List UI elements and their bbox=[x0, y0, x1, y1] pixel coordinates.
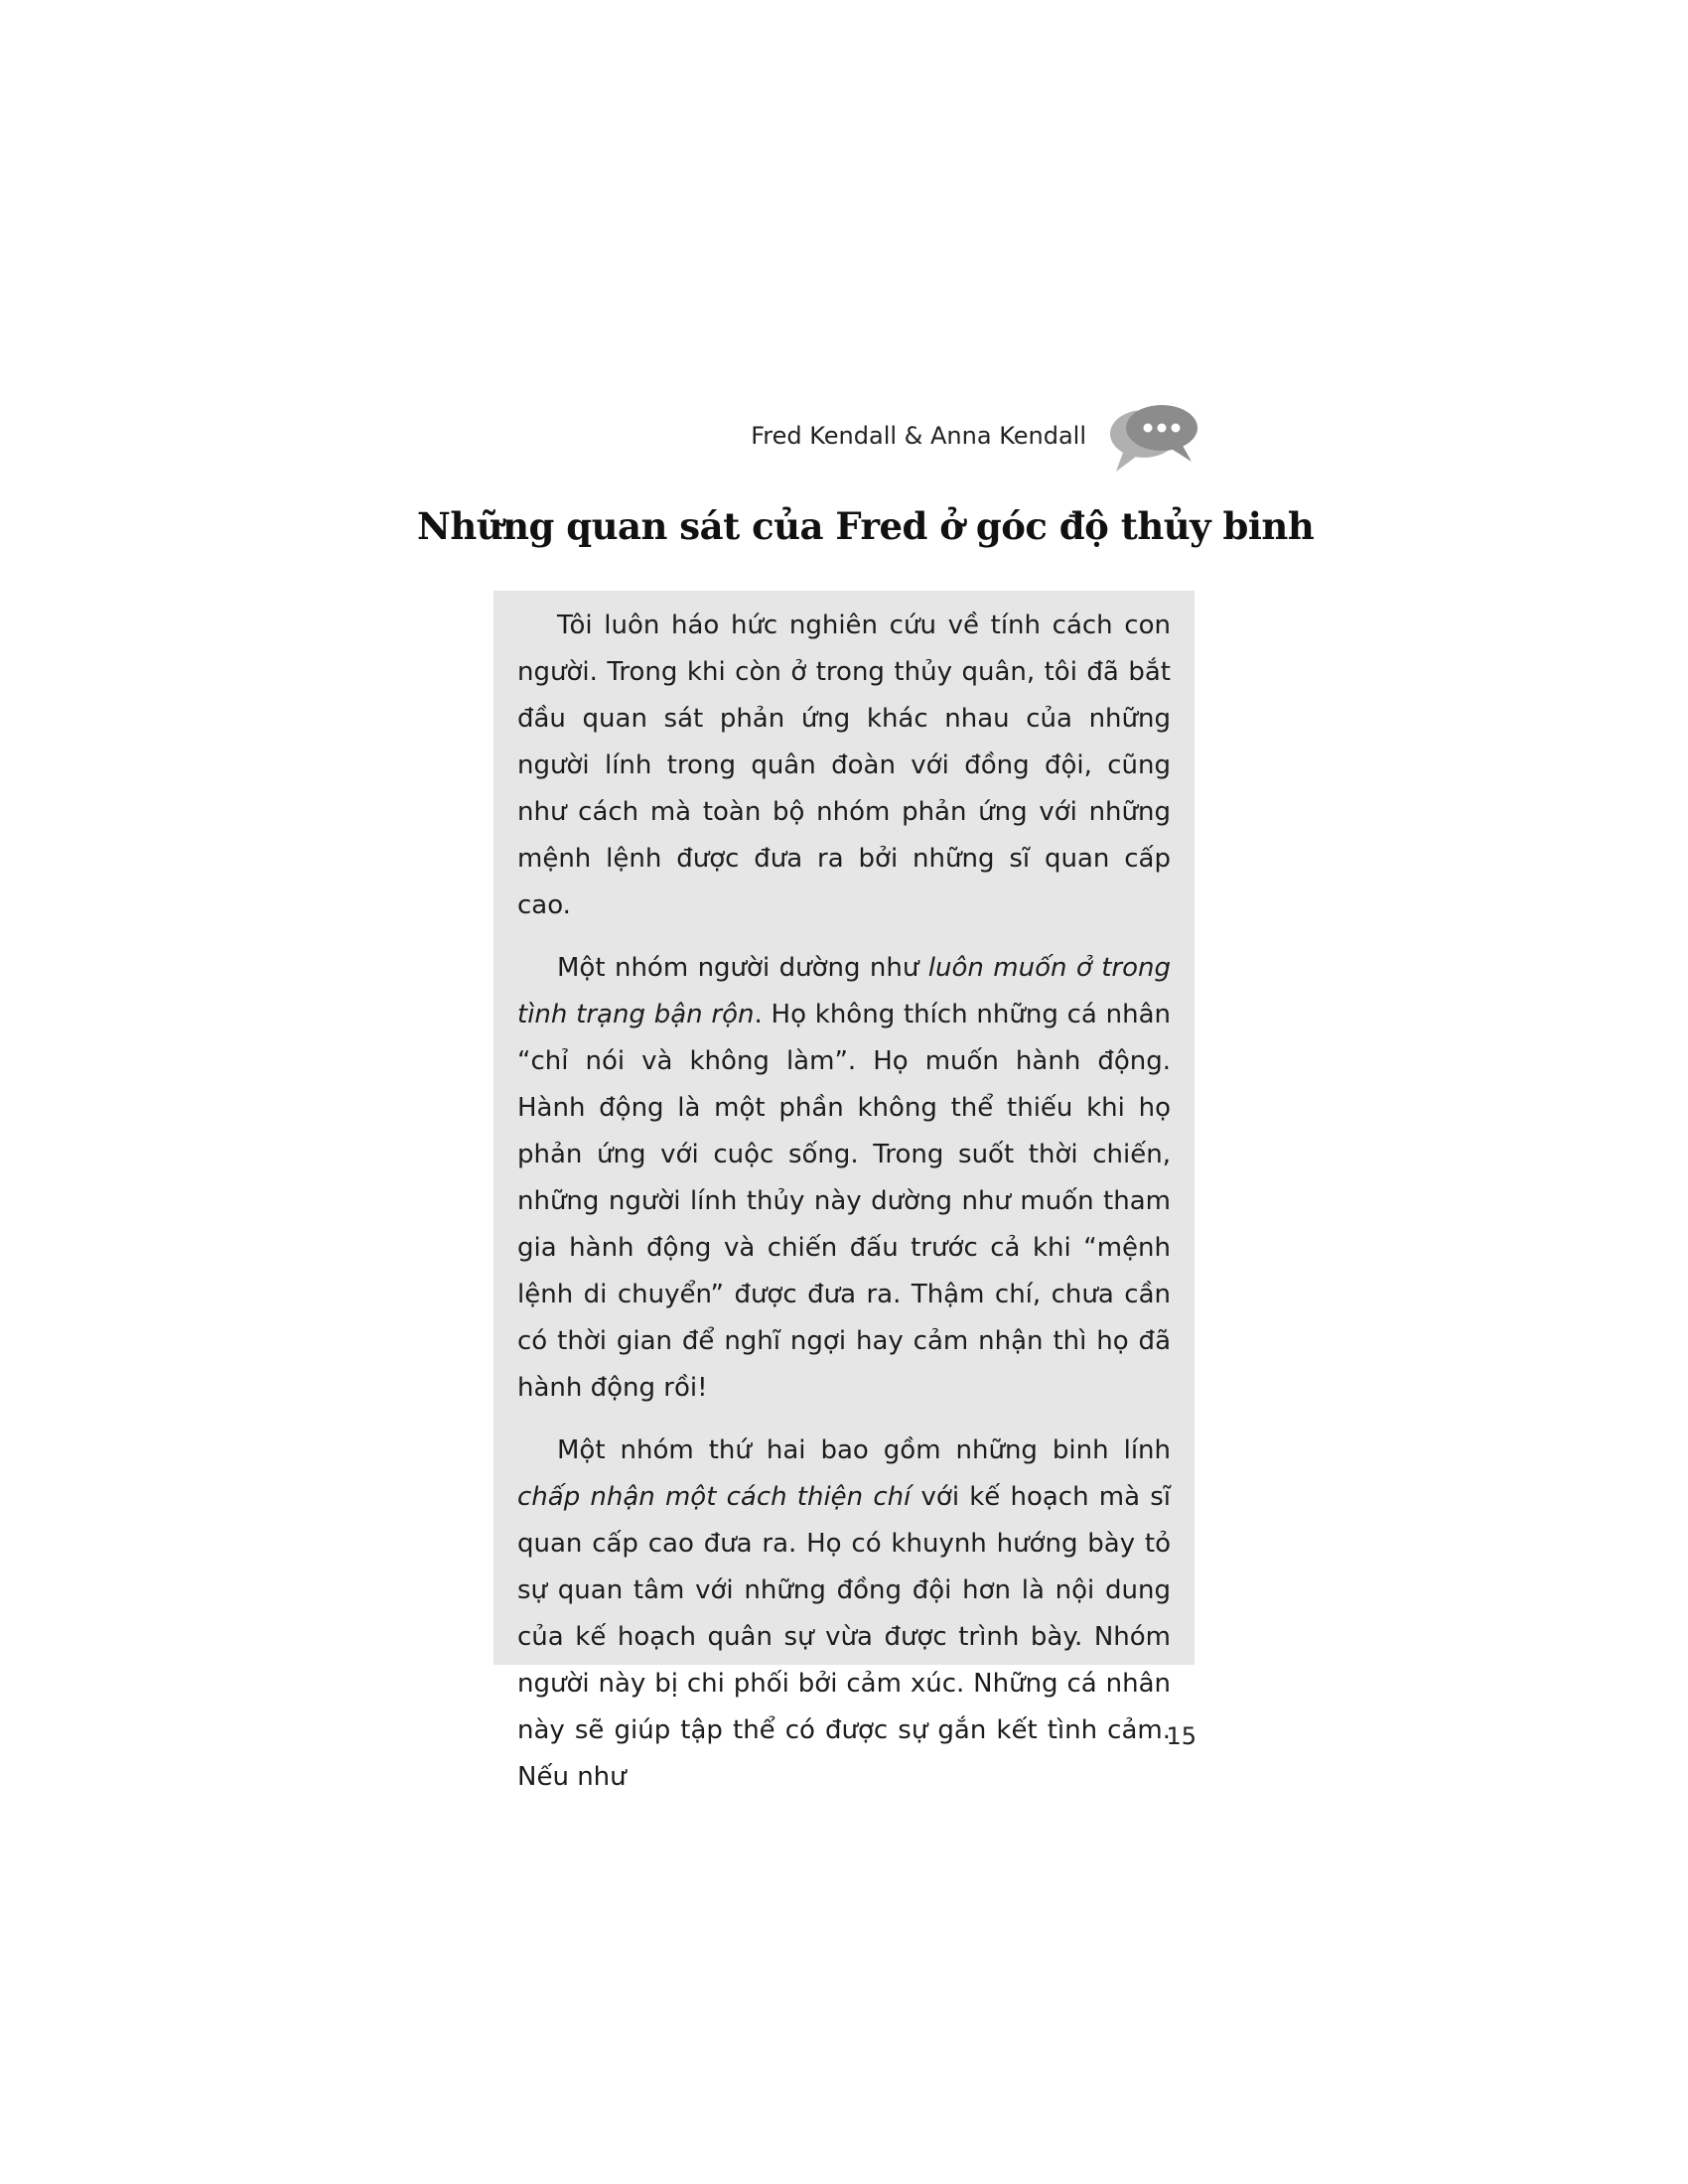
text-run: . Họ không thích những cá nhân “chỉ nói và không làm”. Họ muốn hành động. Hành động là một phần không thể thiếu khi họ phản ứng với cuộc sống. Trong suốt thời chiến, những người lính thủy này dường như muốn tham gia hành động và chiến đấu trước cả khi “mệnh lệnh di chuyển” được đưa ra. Thậm chí, chưa cần có thời gian để nghĩ ngợi hay cảm nhận thì họ đã hành động rồi! bbox=[517, 1000, 1171, 1403]
authors: Fred Kendall & Anna Kendall bbox=[751, 422, 1086, 450]
running-header bbox=[751, 402, 1203, 481]
italic-phrase: luôn muốn ở trong tình trạng bận rộn bbox=[517, 953, 1171, 1029]
text-run: Một nhóm thứ hai bao gồm những binh lính bbox=[557, 1435, 1171, 1465]
body-paragraph bbox=[517, 1428, 1171, 1801]
text-run: với kế hoạch mà sĩ quan cấp cao đưa ra. Họ có khuynh hướng bày tỏ sự quan tâm với những đồng đội hơn là nội dung của kế hoạch quân sự vừa được trình bày. Nhóm người này bị chi phối bởi cảm xúc. Những cá nhân này sẽ giúp tập thể có được sự gắn kết tình cảm. Nếu như bbox=[517, 1482, 1171, 1792]
body-paragraph bbox=[517, 945, 1171, 1412]
text-run: Tôi luôn háo hức nghiên cứu về tính cách con người. Trong khi còn ở trong thủy quân, tôi đã bắt đầu quan sát phản ứng khác nhau của những người lính trong quân đoàn với đồng đội, cũng như cách mà toàn bộ nhóm phản ứng với những mệnh lệnh được đưa ra bởi những sĩ quan cấp cao. bbox=[517, 611, 1171, 920]
italic-phrase: chấp nhận một cách thiện chí bbox=[517, 1482, 912, 1512]
body-paragraph bbox=[517, 603, 1171, 929]
section-title: Những quan sát của Fred ở góc độ thủy binh bbox=[417, 504, 1315, 548]
speech-bubbles-icon bbox=[1104, 402, 1203, 479]
page-number: 15 bbox=[1166, 1722, 1196, 1750]
text-run: Một nhóm người dường như bbox=[557, 953, 928, 983]
